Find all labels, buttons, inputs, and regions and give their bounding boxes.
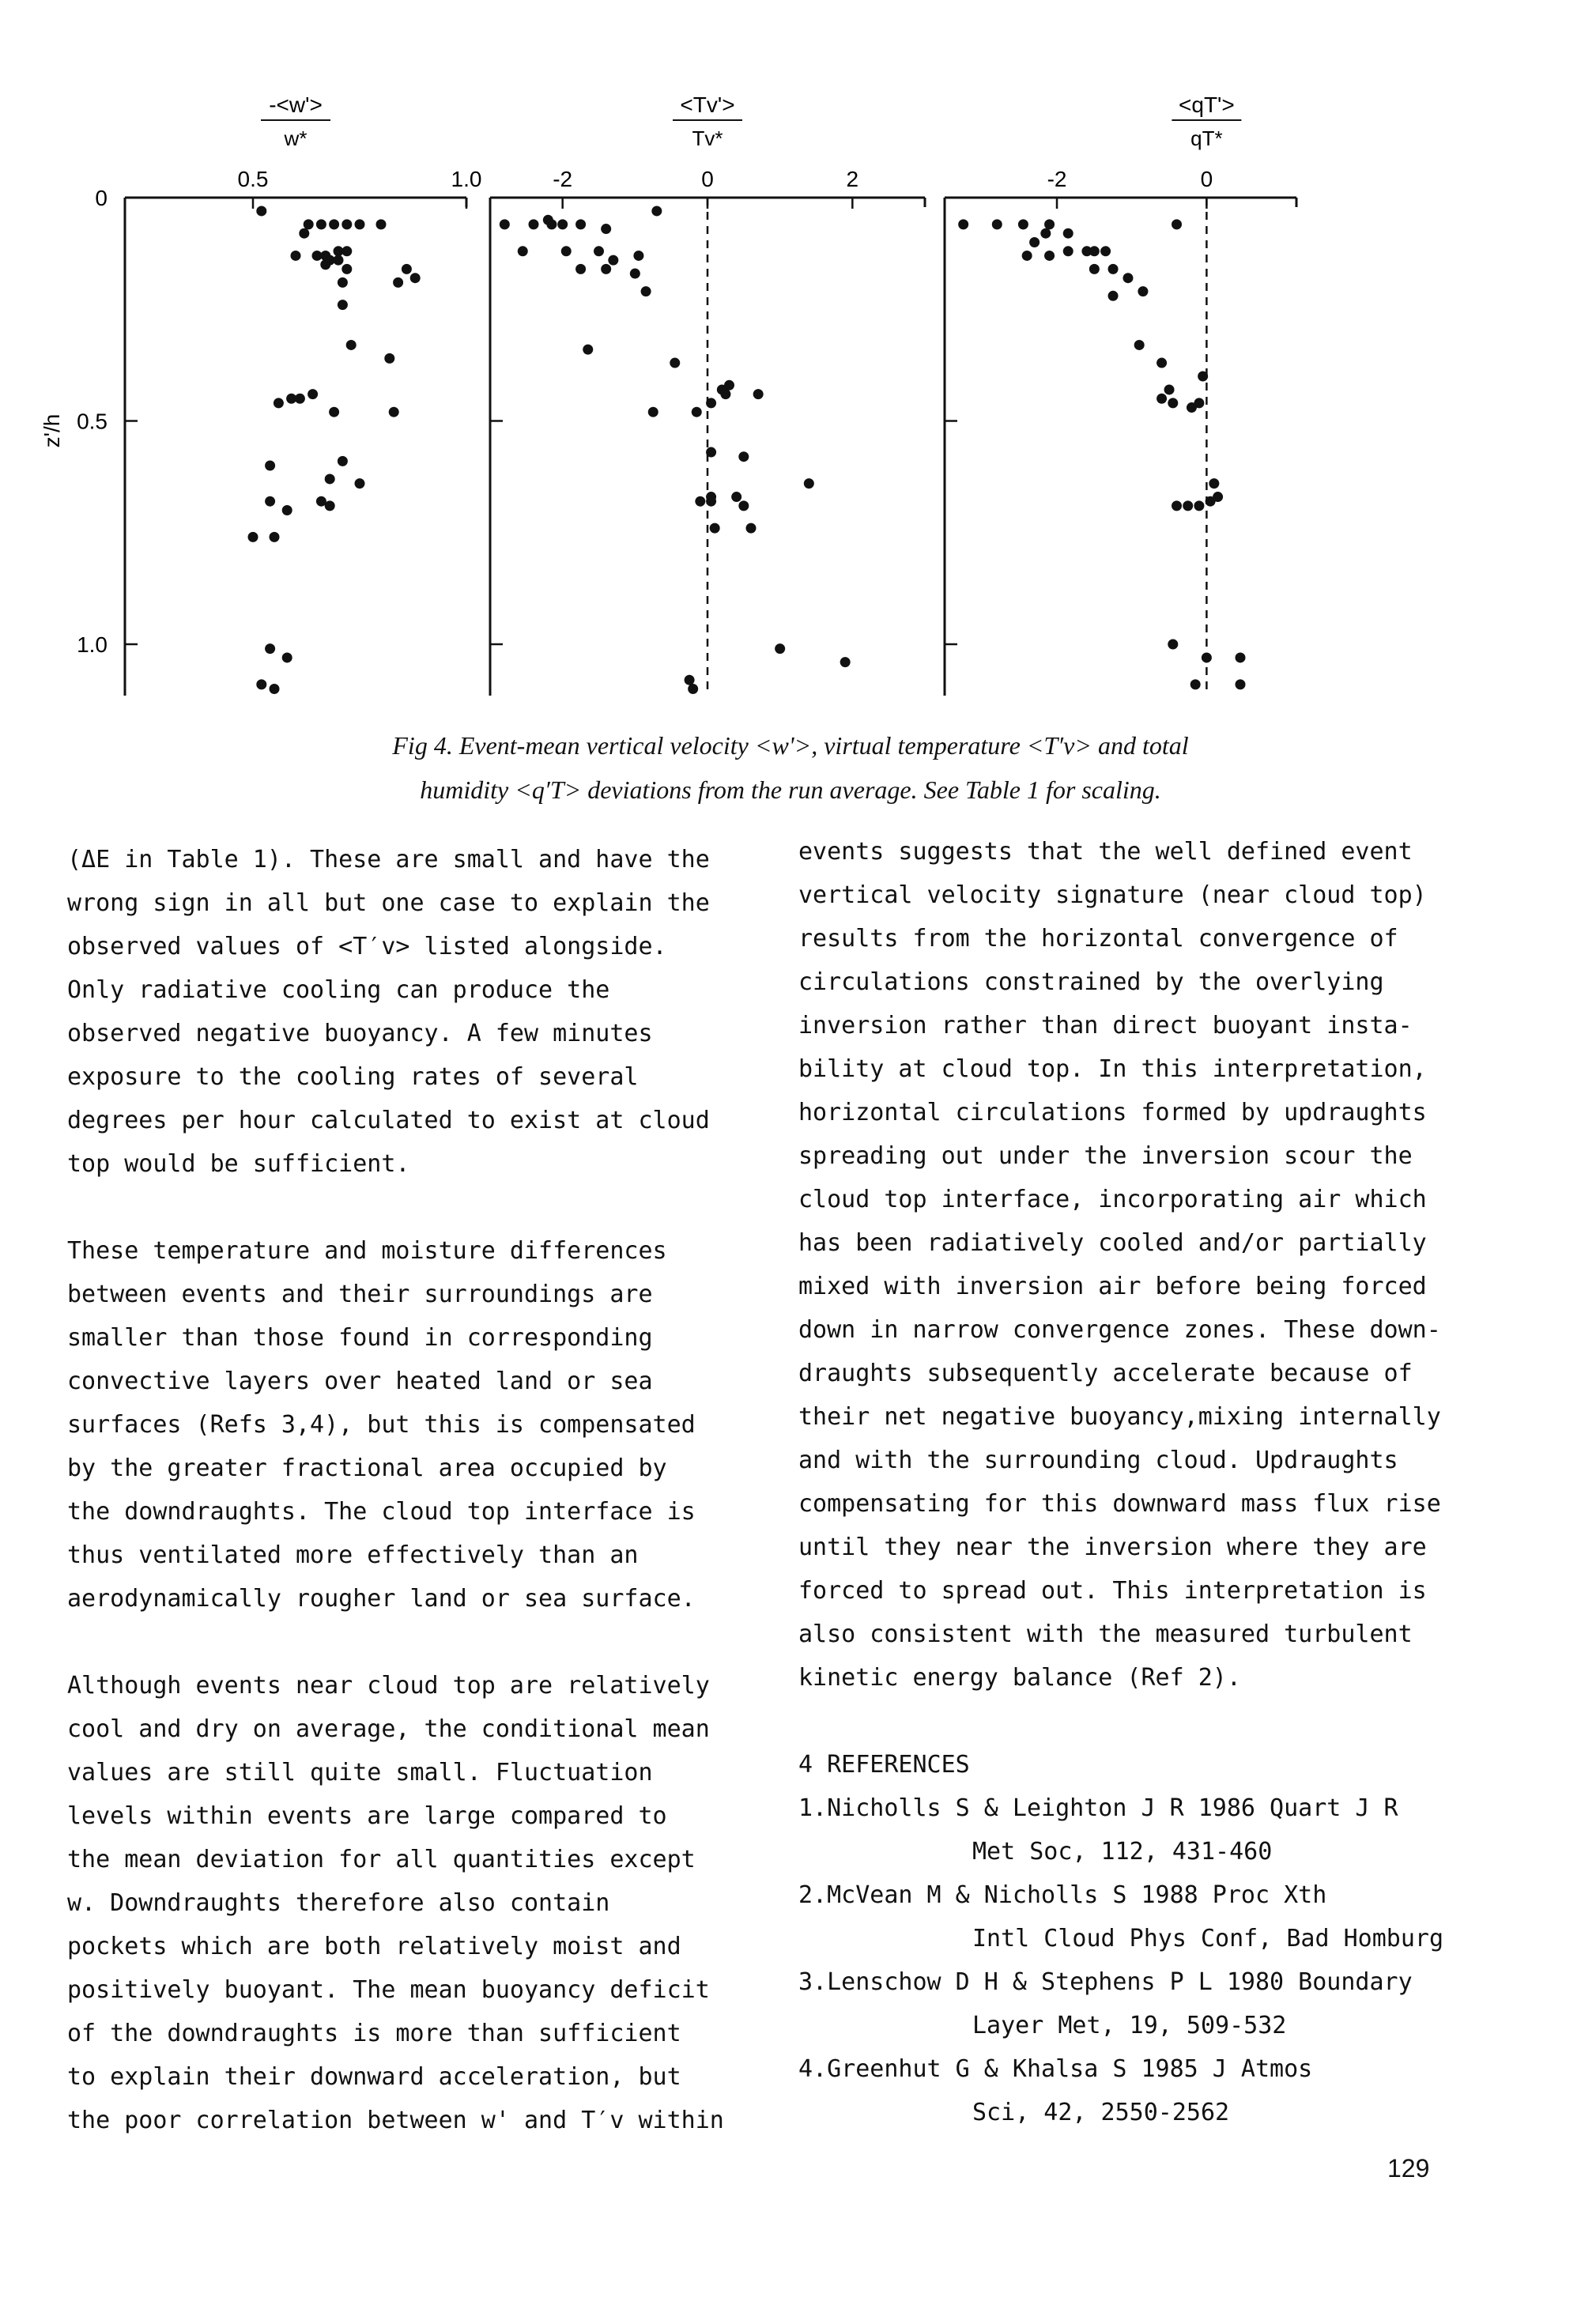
data-point [753,389,764,399]
panel-total-humidity [945,92,1296,696]
data-point [594,246,604,256]
figure-caption [119,723,1462,812]
data-point [641,286,651,296]
y-axis-label: z'/h [40,413,64,448]
data-point [746,523,757,534]
data-point [546,219,557,229]
data-point [355,219,365,229]
data-point [688,684,698,694]
data-point [731,492,741,502]
data-point [1190,679,1201,689]
data-point [518,246,528,256]
data-point [308,389,318,399]
data-point [575,264,586,274]
data-point [720,389,730,399]
data-point [341,219,352,229]
data-point [1134,340,1145,350]
data-point [840,657,851,667]
data-point [338,300,348,310]
data-point [1044,219,1055,229]
data-point [1157,394,1167,404]
data-point [341,264,352,274]
data-point [1089,246,1100,256]
page-number: 129 [1387,2154,1430,2183]
data-point [1183,500,1193,511]
data-point [410,273,421,283]
reference-item: 4.Greenhut G & Khalsa S 1985 J Atmos Sci, 42, 2550-2562 [798,2055,1313,2126]
data-point [291,251,301,261]
data-point [958,219,968,229]
data-point [1198,372,1208,382]
panel-title-denominator: w* [284,126,308,150]
y-tick-label: 0 [95,186,108,210]
data-point [500,219,510,229]
x-tick-label: 0.5 [237,167,269,191]
data-point [633,251,643,261]
data-point [1168,398,1178,408]
data-point [270,684,280,694]
data-point [648,407,658,417]
y-tick-label: 1.0 [77,632,108,657]
data-point [1202,652,1212,662]
data-point [1123,273,1133,283]
data-point [282,652,292,662]
data-point [393,277,403,288]
data-point [325,500,335,511]
data-point [685,675,695,685]
data-point [1063,246,1073,256]
data-point [338,456,348,466]
left-column [67,838,731,2186]
panel-title-numerator: -<w'> [269,92,323,117]
data-point [248,532,258,542]
panel-title-numerator: <qT'> [1179,92,1235,117]
data-point [630,269,640,279]
data-point [651,206,662,216]
data-point [274,398,284,408]
data-point [316,219,326,229]
references-list [798,1786,1510,2134]
data-point [1138,286,1148,296]
data-point [282,505,292,515]
data-point [1018,219,1028,229]
data-point [608,255,618,266]
reference-item: 2.McVean M & Nicholls S 1988 Proc Xth Intl Cloud Phys Conf, Bad Homburg [798,1881,1444,1952]
data-point [1235,679,1245,689]
data-point [402,264,412,274]
data-point [992,219,1002,229]
data-point [1108,264,1119,274]
data-point [295,394,305,404]
data-point [561,246,572,256]
data-point [256,206,266,216]
x-tick-label: -2 [1047,167,1067,191]
data-point [583,345,593,355]
data-point [738,451,749,462]
caption-line-2: humidity <q′T> deviations from the run average. See Table 1 for scaling. [420,775,1161,804]
data-point [1108,291,1119,301]
data-point [334,255,344,266]
data-point [601,224,611,234]
data-point [706,492,716,502]
data-point [1209,478,1219,489]
data-point [529,219,539,229]
panel-vertical-velocity [77,92,481,696]
caption-line-1: Fig 4. Event-mean vertical velocity <w'>, virtual temperature <T′v> and total [392,731,1189,760]
right-column [798,830,1510,2134]
panel-virtual-temperature [490,92,925,696]
data-point [329,219,339,229]
data-point [338,277,348,288]
data-point [1040,228,1051,239]
x-tick-label: 0 [701,167,714,191]
data-point [1168,639,1178,650]
data-point [692,407,702,417]
figure-4 [0,0,1581,711]
data-point [1029,237,1040,247]
data-point [804,478,814,489]
data-point [256,679,266,689]
paragraph: (ΔE in Table 1). These are small and have the wrong sign in all but one case to explain the observed values of <T′v> listed alongside. Only radiative cooling can produce the observed negative buoyancy. A few minutes exposure to the cooling rates of several degrees per hour calculated to exist at cloud top would be sufficient. [67,846,710,1178]
data-point [1063,228,1073,239]
data-point [389,407,399,417]
data-point [1164,384,1175,394]
data-point [1194,398,1204,408]
data-point [1172,500,1182,511]
data-point [1089,264,1100,274]
data-point [376,219,387,229]
data-point [355,478,365,489]
data-point [775,643,785,654]
x-tick-label: -2 [553,167,573,191]
panel-title-denominator: Tv* [692,126,723,150]
paragraph: events suggests that the well defined event vertical velocity signature (near cloud top) results from the horizontal convergence of circulations constrained by the overlying inversion rather than direct buoyant insta- bility at cloud top. In this interpretation, horizontal circulations formed by updraughts spreading out under the inversion scour the cloud top interface, incorporating air which has been radiatively cooled and/or partially mixed with inversion air before being forced down in narrow convergence zones. These down- draughts subsequently accelerate because of their net negative buoyancy,mixing internally and with the surrounding cloud. Updraughts compensating for this downward mass flux rise until they near the inversion where they are forced to spread out. This interpretation is also consistent with the measured turbulent kinetic energy balance (Ref 2). [798,838,1441,1692]
data-point [695,496,705,507]
data-point [706,447,716,458]
data-point [1206,496,1216,507]
data-point [710,523,720,534]
data-point [320,259,330,270]
data-point [1172,219,1182,229]
data-point [706,398,716,408]
data-point [1157,358,1167,368]
data-point [304,219,314,229]
data-point [341,246,352,256]
data-point [265,496,275,507]
data-point [1100,246,1111,256]
paragraph: These temperature and moisture differences between events and their surroundings are smaller than those found in corresponding convective layers over heated land or sea surfaces (Refs 3,4), but this is compensated by the greater fractional area occupied by the downdraughts. The cloud top interface is thus ventilated more effectively than an aerodynamically rougher land or sea surface. [67,1237,696,1613]
data-point [329,407,339,417]
data-point [265,461,275,471]
paragraph: Although events near cloud top are relatively cool and dry on average, the conditional mean values are still quite small. Fluctuation levels within events are large compared to the mean deviation for all quantities except w. Downdraughts therefore also contain pockets which are both relatively moist and positively buoyant. The mean buoyancy deficit of the downdraughts is more than sufficient to explain their downward acceleration, but the poor correlation between w' and T′v within [67,1672,724,2134]
data-point [724,380,734,390]
data-point [1044,251,1055,261]
reference-item: 1.Nicholls S & Leighton J R 1986 Quart J R Met Soc, 112, 431-460 [798,1794,1398,1866]
panel-title-denominator: qT* [1190,126,1223,150]
reference-item: 3.Lenschow D H & Stephens P L 1980 Boundary Layer Met, 19, 509-532 [798,1968,1413,2039]
data-point [299,228,309,239]
data-point [265,643,275,654]
x-tick-label: 2 [846,167,859,191]
data-point [601,264,611,274]
data-point [738,500,749,511]
data-point [1194,500,1204,511]
data-point [575,219,586,229]
data-point [384,353,394,364]
x-tick-label: 0 [1200,167,1213,191]
data-point [1022,251,1032,261]
data-point [1235,652,1245,662]
data-point [346,340,357,350]
data-point [325,473,335,484]
panel-title-numerator: <Tv'> [680,92,735,117]
y-tick-label: 0.5 [77,409,108,434]
x-tick-label: 1.0 [451,167,482,191]
data-point [270,532,280,542]
data-point [557,219,568,229]
data-point [670,358,680,368]
references-heading: 4 REFERENCES [798,1751,970,1779]
